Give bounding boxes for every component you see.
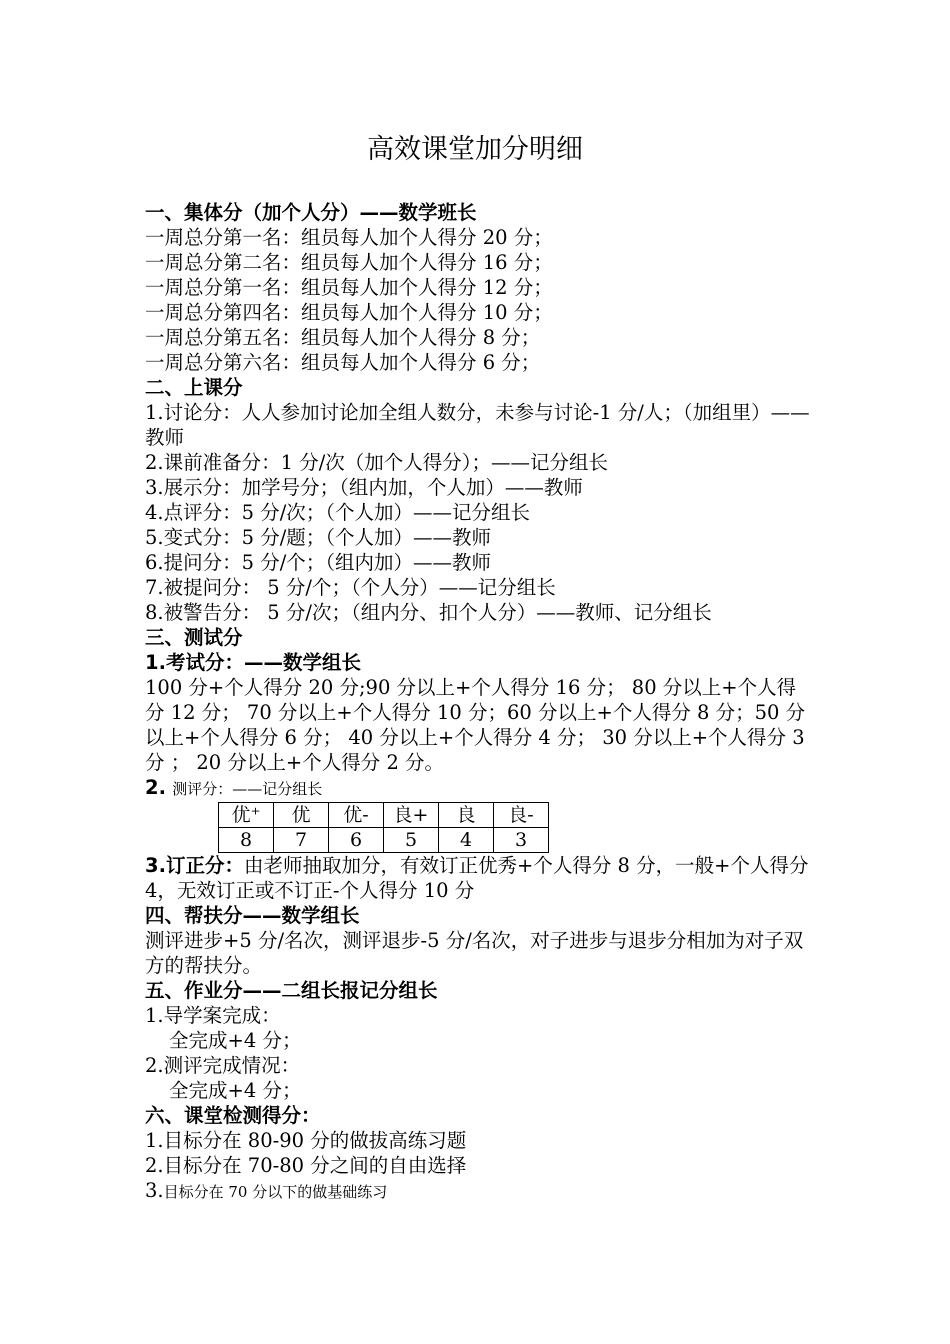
s6-item-3-text: 目标分在 70 分以下的做基础练习 <box>163 1183 388 1201</box>
grade-row <box>219 803 549 828</box>
section-1-heading: 一、集体分（加个人分）——数学班长 <box>145 201 477 224</box>
s6-item-3-number: 3. <box>145 1179 164 1202</box>
s5-item-2: 2.测评完成情况： <box>145 1054 301 1077</box>
s2-item-4: 4.点评分：5 分/次；（个人加）——记分组长 <box>145 501 531 524</box>
points-cell: 3 <box>494 828 549 853</box>
s1-line-2: 一周总分第二名：组员每人加个人得分 16 分； <box>145 251 553 274</box>
s6-item-1: 1.目标分在 80-90 分的做拔高练习题 <box>145 1129 467 1152</box>
section-2-heading: 二、上课分 <box>145 376 243 399</box>
s1-line-4: 一周总分第四名：组员每人加个人得分 10 分； <box>145 301 553 324</box>
document-body <box>145 200 815 1205</box>
exam-score-heading: 1.考试分：——数学组长 <box>145 651 361 674</box>
exam-score-text: 100 分+个人得分 20 分;90 分以上+个人得分 16 分； 80 分以上+个人得分 12 分； 70 分以上+个人得分 10 分；60 分以上+个人得分 8 分；50 分以上+个人得分 6 分； 40 分以上+个人得分 4 分； 30 分以上+个人得分 3 分 ； 20 分以上+个人得分 2 分。 <box>145 676 806 774</box>
grade-cell: 优⁺ <box>219 803 274 828</box>
s2-item-5: 5.变式分：5 分/题；（个人加）——教师 <box>145 526 492 549</box>
correction-score <box>145 853 815 903</box>
s2-item-8: 8.被警告分： 5 分/次；（组内分、扣个人分）——教师、记分组长 <box>145 601 712 624</box>
s4-text: 测评进步+5 分/名次，测评退步-5 分/名次，对子进步与退步分相加为对子双方的帮扶分。 <box>145 929 804 977</box>
page-title: 高效课堂加分明细 <box>367 134 583 165</box>
s1-line-6: 一周总分第六名：组员每人加个人得分 6 分； <box>145 351 541 374</box>
s2-item-2: 2.课前准备分：1 分/次（加个人得分）；——记分组长 <box>145 451 609 474</box>
s2-item-6: 6.提问分：5 分/个；（组内加）——教师 <box>145 551 492 574</box>
points-cell: 6 <box>329 828 384 853</box>
s2-item-7: 7.被提问分： 5 分/个；（个人分）——记分组长 <box>145 576 556 599</box>
s2-item-3: 3.展示分：加学号分；（组内加，个人加）——教师 <box>145 476 583 499</box>
eval-score-number: 2. <box>145 776 166 799</box>
eval-score-table <box>218 802 549 853</box>
section-3-heading: 三、测试分 <box>145 626 243 649</box>
section-5-heading: 五、作业分——二组长报记分组长 <box>145 979 438 1002</box>
grade-cell: 优 <box>274 803 329 828</box>
s1-line-1: 一周总分第一名：组员每人加个人得分 20 分； <box>145 226 553 249</box>
s2-item-1: 1.讨论分：人人参加讨论加全组人数分，未参与讨论-1 分/人；（加组里）——教师 <box>145 401 810 449</box>
s6-item-2: 2.目标分在 70-80 分之间的自由选择 <box>145 1154 467 1177</box>
grade-cell: 良+ <box>384 803 439 828</box>
grade-cell: 良 <box>439 803 494 828</box>
points-cell: 5 <box>384 828 439 853</box>
correction-score-text: 由老师抽取加分，有效订正优秀+个人得分 8 分，一般+个人得分 4，无效订正或不订正-个人得分 10 分 <box>145 854 809 902</box>
s1-line-3: 一周总分第一名：组员每人加个人得分 12 分； <box>145 276 553 299</box>
section-6-heading: 六、课堂检测得分： <box>145 1104 321 1127</box>
correction-score-label: 3.订正分： <box>145 854 244 877</box>
s5-item-2-sub: 全完成+4 分； <box>169 1079 302 1102</box>
eval-score-line <box>145 775 815 802</box>
points-cell: 8 <box>219 828 274 853</box>
grade-cell: 良- <box>494 803 549 828</box>
s5-item-1-sub: 全完成+4 分； <box>169 1029 302 1052</box>
section-4-heading: 四、帮扶分——数学组长 <box>145 904 360 927</box>
points-cell: 7 <box>274 828 329 853</box>
s5-item-1: 1.导学案完成： <box>145 1004 281 1027</box>
eval-score-text: 测评分：——记分组长 <box>172 780 323 798</box>
points-cell: 4 <box>439 828 494 853</box>
points-row <box>219 828 549 853</box>
s6-item-3 <box>145 1178 815 1205</box>
grade-cell: 优- <box>329 803 384 828</box>
s1-line-5: 一周总分第五名：组员每人加个人得分 8 分； <box>145 326 541 349</box>
